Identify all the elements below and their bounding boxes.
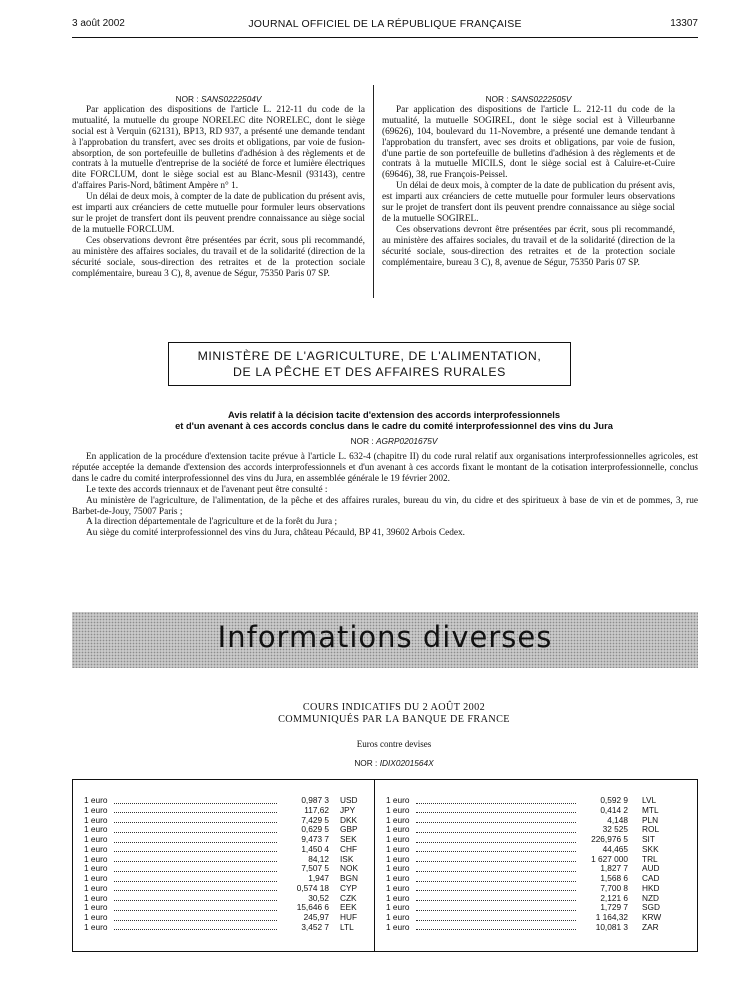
leader-dots: [416, 832, 576, 833]
rate-unit: 1 euro: [386, 795, 410, 805]
rate-value: 4,148: [607, 814, 628, 825]
rate-row: [386, 835, 676, 845]
currency-code: AUD: [642, 863, 660, 874]
leader-dots: [114, 871, 277, 872]
nor-reference: NOR : SANS0222504V: [175, 94, 262, 104]
rate-unit: 1 euro: [386, 814, 410, 825]
leader-dots: [416, 929, 576, 930]
currency-code: HKD: [642, 882, 660, 893]
rate-row: [386, 796, 676, 806]
rate-row: [386, 884, 676, 894]
rates-column-left: [84, 796, 364, 933]
rate-value: 1,827 7: [600, 863, 628, 874]
rate-unit: 1 euro: [84, 912, 108, 923]
leader-dots: [416, 890, 576, 891]
rate-row: [84, 923, 364, 933]
rate-value: 0,629 5: [301, 824, 329, 835]
leader-dots: [114, 842, 277, 843]
rate-unit: 1 euro: [84, 882, 108, 893]
rates-heading-line: COURS INDICATIFS DU 2 AOÛT 2002: [302, 702, 486, 713]
rate-value: 226,976 5: [591, 834, 628, 845]
notice-right: [382, 94, 675, 269]
rate-value: 1 164,32: [595, 912, 628, 923]
paragraph: Par application des dispositions de l'article L. 212-11 du code de la mutualité, la mutuelle du groupe NORELEC dite NORELEC, dont le siège social est à Verquin (62131), BP13, RD 937, a présenté une demande tendant à l'approbation du transfert, avec ses droits et obligations, par voie de fusion-absorption, de son portefeuille de bulletins d'adhésion à des règlements et de contrats à la mutuelle d'entreprise de la société de force et lumière électriques dite FORCLUM, dont le siège social est au Blanc-Mesnil (93143), centre d'affaires Paris-Nord, bâtiment Ampère n° 1.: [72, 104, 365, 192]
header-date: 3 août 2002: [72, 18, 125, 29]
currency-code: BGN: [340, 873, 358, 884]
rate-value: 1,568 6: [600, 873, 628, 884]
rate-unit: 1 euro: [386, 902, 410, 913]
rate-unit: 1 euro: [386, 824, 410, 835]
rate-unit: 1 euro: [386, 882, 410, 893]
currency-code: PLN: [642, 814, 659, 825]
rate-value: 1,729 7: [600, 902, 628, 913]
leader-dots: [114, 822, 277, 823]
section-title: Informations diverses: [217, 620, 553, 654]
currency-code: HUF: [340, 912, 358, 923]
paragraph: En application de la procédure d'extension tacite prévue à l'article L. 632-4 (chapitre II) du code rural relatif aux organisations interprofessionnelles agricoles, est réputée acceptée la demande d'extension des accords interprofessionnels et d'un avenant à ces accords fixant le montant de la cotisation interprofessionnelle, conclus dans le cadre du comité interprofessionnel des vins du Jura, en assemblée générale le 19 février 2002.: [72, 452, 698, 484]
leader-dots: [416, 851, 576, 852]
rate-value: 84,12: [308, 853, 329, 864]
rate-unit: 1 euro: [84, 853, 108, 864]
currency-code: USD: [340, 795, 358, 805]
nor-reference: NOR : IDIX0201564X: [354, 758, 434, 768]
nor-reference: NOR : SANS0222505V: [485, 94, 572, 104]
column-divider: [373, 85, 374, 298]
paragraph: Ces observations devront être présentées par écrit, sous pli recommandé, au ministère des affaires sociales, du travail et de la solidarité (direction de la sécurité sociale, sous-direction des retraites et de la protection sociale complémentaire, bureau 3 C), 8, avenue de Ségur, 75350 Paris 07 SP.: [382, 224, 675, 268]
currency-code: JPY: [340, 804, 356, 815]
ministry-heading: [168, 342, 571, 386]
rate-value: 245,97: [303, 912, 329, 923]
rate-row: [386, 913, 676, 923]
paragraph: Par application des dispositions de l'article L. 212-11 du code de la mutualité, la mutuelle SOGIREL, dont le siège social est à Villeurbanne (69626), 104, boulevard du 11-Novembre, a présenté une demande tendant à l'approbation du transfert, avec ses droits et obligations, par voie de fusion, d'une partie de son portefeuille de bulletins d'adhésion à des règlements et de contrats à la mutuelle MICILS, dont le siège social est à Caluire-et-Cuire (69646), 38, rue François-Peissel.: [382, 104, 675, 181]
paragraph: Le texte des accords triennaux et de l'avenant peut être consulté :: [86, 484, 328, 495]
leader-dots: [416, 910, 576, 911]
rate-value: 7,700 8: [600, 882, 628, 893]
leader-dots: [114, 803, 277, 804]
rate-value: 15,646 6: [296, 902, 329, 913]
rate-row: [386, 825, 676, 835]
ministry-line: MINISTÈRE DE L'AGRICULTURE, DE L'ALIMENTATION,: [197, 349, 542, 363]
currency-code: EEK: [340, 902, 357, 913]
section-banner: [72, 612, 698, 668]
currency-code: LTL: [340, 921, 354, 932]
currency-code: NOK: [340, 863, 358, 874]
leader-dots: [416, 900, 576, 901]
rate-unit: 1 euro: [386, 873, 410, 884]
leader-dots: [114, 910, 277, 911]
rates-subtitle: Euros contre devises: [356, 739, 432, 749]
rate-unit: 1 euro: [84, 843, 108, 854]
currency-code: MTL: [642, 804, 659, 815]
page-number: 13307: [670, 18, 698, 29]
avis-body: [72, 452, 698, 539]
rate-value: 117,62: [304, 804, 329, 815]
rate-unit: 1 euro: [84, 834, 108, 845]
paragraph: Ces observations devront être présentées par écrit, sous pli recommandé, au ministère des affaires sociales, du travail et de la solidarité (direction de la sécurité sociale, sous-direction des retraites et de la protection sociale complémentaire, bureau 3 C), 8, avenue de Ségur, 75350 Paris 07 SP.: [72, 235, 365, 279]
paragraph: Un délai de deux mois, à compter de la date de publication du présent avis, est imparti aux créanciers de cette mutuelle pour formuler leurs observations sur le projet de transfert dont ils peuvent prendre connaissance au siège social de la mutuelle SOGIREL.: [382, 181, 675, 224]
currency-code: LVL: [642, 795, 657, 805]
rate-unit: 1 euro: [84, 863, 108, 874]
rate-unit: 1 euro: [386, 804, 410, 815]
rate-value: 1 627 000: [591, 853, 628, 864]
currency-code: SGD: [642, 902, 660, 913]
rate-unit: 1 euro: [386, 834, 410, 845]
rate-row: [386, 923, 676, 933]
rate-unit: 1 euro: [386, 863, 410, 874]
journal-title: JOURNAL OFFICIEL DE LA RÉPUBLIQUE FRANÇAISE: [248, 18, 522, 30]
rate-value: 2,121 6: [600, 892, 628, 903]
currency-code: DKK: [340, 814, 358, 825]
page-header: [72, 18, 698, 34]
leader-dots: [114, 929, 277, 930]
leader-dots: [416, 881, 576, 882]
avis-title-line: et d'un avenant à ces accords conclus dans le cadre du comité interprofessionnel des vins du Jura: [175, 421, 613, 431]
rate-unit: 1 euro: [84, 814, 108, 825]
leader-dots: [114, 920, 277, 921]
rate-row: [386, 816, 676, 826]
rate-value: 7,429 5: [301, 814, 329, 825]
rate-row: [386, 845, 676, 855]
rate-unit: 1 euro: [386, 853, 410, 864]
currency-code: CYP: [340, 882, 358, 893]
rate-row: [386, 806, 676, 816]
paragraph: Un délai de deux mois, à compter de la date de publication du présent avis, est imparti aux créanciers de cette mutuelle pour formuler leurs observations sur le projet de transfert dont ils peuvent prendre connaissance au siège social de la mutuelle FORCLUM.: [72, 192, 365, 235]
paragraph: Au siège du comité interprofessionnel des vins du Jura, château Pécauld, BP 41, 39602 Arbois Cedex.: [86, 528, 465, 539]
rate-unit: 1 euro: [386, 843, 410, 854]
rate-value: 1,947: [308, 873, 329, 884]
rates-table-divider: [374, 779, 375, 952]
rate-value: 9,473 7: [301, 834, 329, 845]
rate-value: 1,450 4: [301, 843, 329, 854]
rate-value: 0,414 2: [600, 804, 628, 815]
rate-row: [386, 864, 676, 874]
ministry-line: DE LA PÊCHE ET DES AFFAIRES RURALES: [233, 365, 506, 379]
avis-title: [120, 410, 668, 432]
currency-code: SKK: [642, 843, 659, 854]
rate-unit: 1 euro: [84, 824, 108, 835]
rate-value: 3,452 7: [301, 921, 329, 932]
rate-row: [386, 903, 676, 913]
rate-unit: 1 euro: [84, 804, 108, 815]
rate-value: 0,592 9: [600, 795, 628, 805]
rate-value: 30,52: [308, 892, 329, 903]
leader-dots: [416, 861, 576, 862]
currency-code: SIT: [642, 834, 655, 845]
leader-dots: [114, 861, 277, 862]
rates-heading-line: COMMUNIQUÉS PAR LA BANQUE DE FRANCE: [278, 714, 510, 726]
rate-unit: 1 euro: [386, 921, 410, 932]
rate-value: 0,987 3: [301, 795, 329, 805]
currency-code: GBP: [340, 824, 358, 835]
rate-unit: 1 euro: [84, 892, 108, 903]
currency-code: NZD: [642, 892, 660, 903]
rate-row: [386, 855, 676, 865]
currency-code: CHF: [340, 843, 358, 854]
leader-dots: [416, 842, 576, 843]
currency-code: ROL: [642, 824, 660, 835]
notice-left: [72, 94, 365, 279]
rate-unit: 1 euro: [84, 921, 108, 932]
rate-unit: 1 euro: [84, 873, 108, 884]
leader-dots: [416, 822, 576, 823]
rate-value: 7,507 5: [301, 863, 329, 874]
nor-reference: NOR : AGRP0201675V: [350, 436, 438, 446]
leader-dots: [416, 871, 576, 872]
rate-row: [386, 874, 676, 884]
avis-title-line: Avis relatif à la décision tacite d'extension des accords interprofessionnels: [227, 410, 561, 420]
currency-code: ISK: [340, 853, 354, 864]
paragraph: Au ministère de l'agriculture, de l'alimentation, de la pêche et des affaires rurales, bureau du vin, du cidre et des spiritueux à base de vin et de pommes, 3, rue Barbet-de-Jouy, 75007 Paris ;: [72, 495, 698, 517]
leader-dots: [114, 881, 277, 882]
currency-code: CZK: [340, 892, 357, 903]
rate-value: 0,574 18: [296, 882, 329, 893]
rate-unit: 1 euro: [84, 795, 108, 805]
header-rule: [72, 37, 698, 38]
currency-code: KRW: [642, 912, 662, 923]
currency-code: ZAR: [642, 921, 659, 932]
leader-dots: [114, 890, 277, 891]
rate-unit: 1 euro: [84, 902, 108, 913]
rate-value: 32 525: [602, 824, 628, 835]
leader-dots: [114, 851, 277, 852]
leader-dots: [114, 900, 277, 901]
rates-heading: [120, 702, 668, 727]
rate-row: [386, 894, 676, 904]
rates-column-right: [386, 796, 676, 933]
rate-unit: 1 euro: [386, 892, 410, 903]
leader-dots: [416, 920, 576, 921]
leader-dots: [114, 812, 277, 813]
leader-dots: [416, 812, 576, 813]
currency-code: CAD: [642, 873, 660, 884]
paragraph: A la direction départementale de l'agriculture et de la forêt du Jura ;: [86, 517, 338, 528]
rate-value: 44,465: [602, 843, 628, 854]
rate-unit: 1 euro: [386, 912, 410, 923]
leader-dots: [114, 832, 277, 833]
currency-code: TRL: [642, 853, 658, 864]
rate-value: 10,081 3: [595, 921, 628, 932]
leader-dots: [416, 803, 576, 804]
currency-code: SEK: [340, 834, 357, 845]
